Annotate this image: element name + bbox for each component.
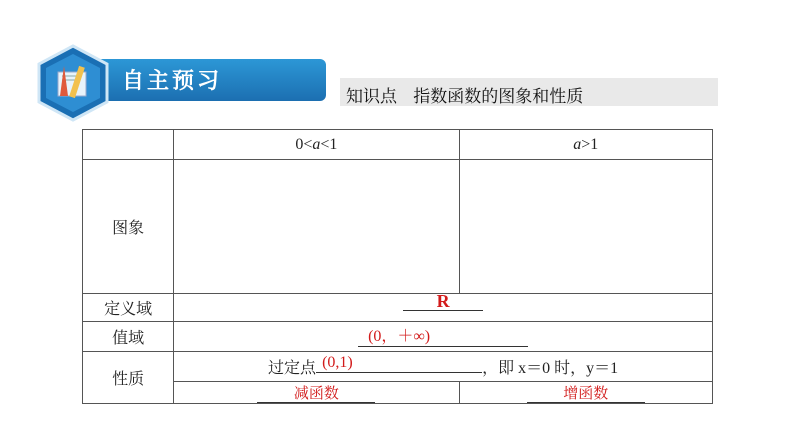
- fixed-point-suffix: ，即 x＝0 时，y＝1: [482, 359, 619, 377]
- row-label-domain: 定义域: [83, 294, 174, 322]
- fixed-point-answer: (0,1): [316, 354, 482, 373]
- pencil-ruler-icon: [34, 44, 112, 122]
- table-row-range: [83, 322, 713, 352]
- table-header-row: [83, 130, 713, 160]
- topic-title: 指数函数的图象和性质: [413, 87, 584, 107]
- domain-answer-cell: [174, 291, 713, 322]
- table-row-fixed-point: [83, 352, 713, 382]
- domain-answer: R: [403, 292, 483, 311]
- row-label-range: 值域: [83, 322, 174, 352]
- graph-cell-small-base: [174, 160, 459, 294]
- fixed-point-cell: [174, 352, 713, 382]
- table-row-graph: [83, 160, 713, 294]
- row-label-graph: 图象: [83, 160, 174, 294]
- fixed-point-prefix: 过定点: [268, 357, 317, 377]
- topic-heading: [346, 82, 583, 107]
- table-row-monotonicity: [83, 382, 713, 404]
- section-title: 自主预习: [122, 69, 223, 94]
- table-row-domain: [83, 294, 713, 322]
- header-corner-cell: [83, 130, 174, 160]
- monotonic-large-answer: 增函数: [527, 384, 645, 403]
- monotonic-large-cell: [459, 382, 712, 404]
- topic-label: 知识点: [346, 87, 397, 107]
- col-header-large-base: a>1: [459, 130, 712, 160]
- range-answer: (0，＋∞): [358, 328, 528, 347]
- graph-cell-large-base: [459, 160, 712, 294]
- section-header: [34, 44, 326, 122]
- range-answer-cell: [174, 322, 713, 352]
- row-label-properties: 性质: [83, 352, 174, 404]
- monotonic-small-cell: [174, 382, 459, 404]
- properties-table: [82, 129, 713, 404]
- monotonic-small-answer: 减函数: [257, 384, 375, 403]
- col-header-small-base: 0<a<1: [174, 130, 459, 160]
